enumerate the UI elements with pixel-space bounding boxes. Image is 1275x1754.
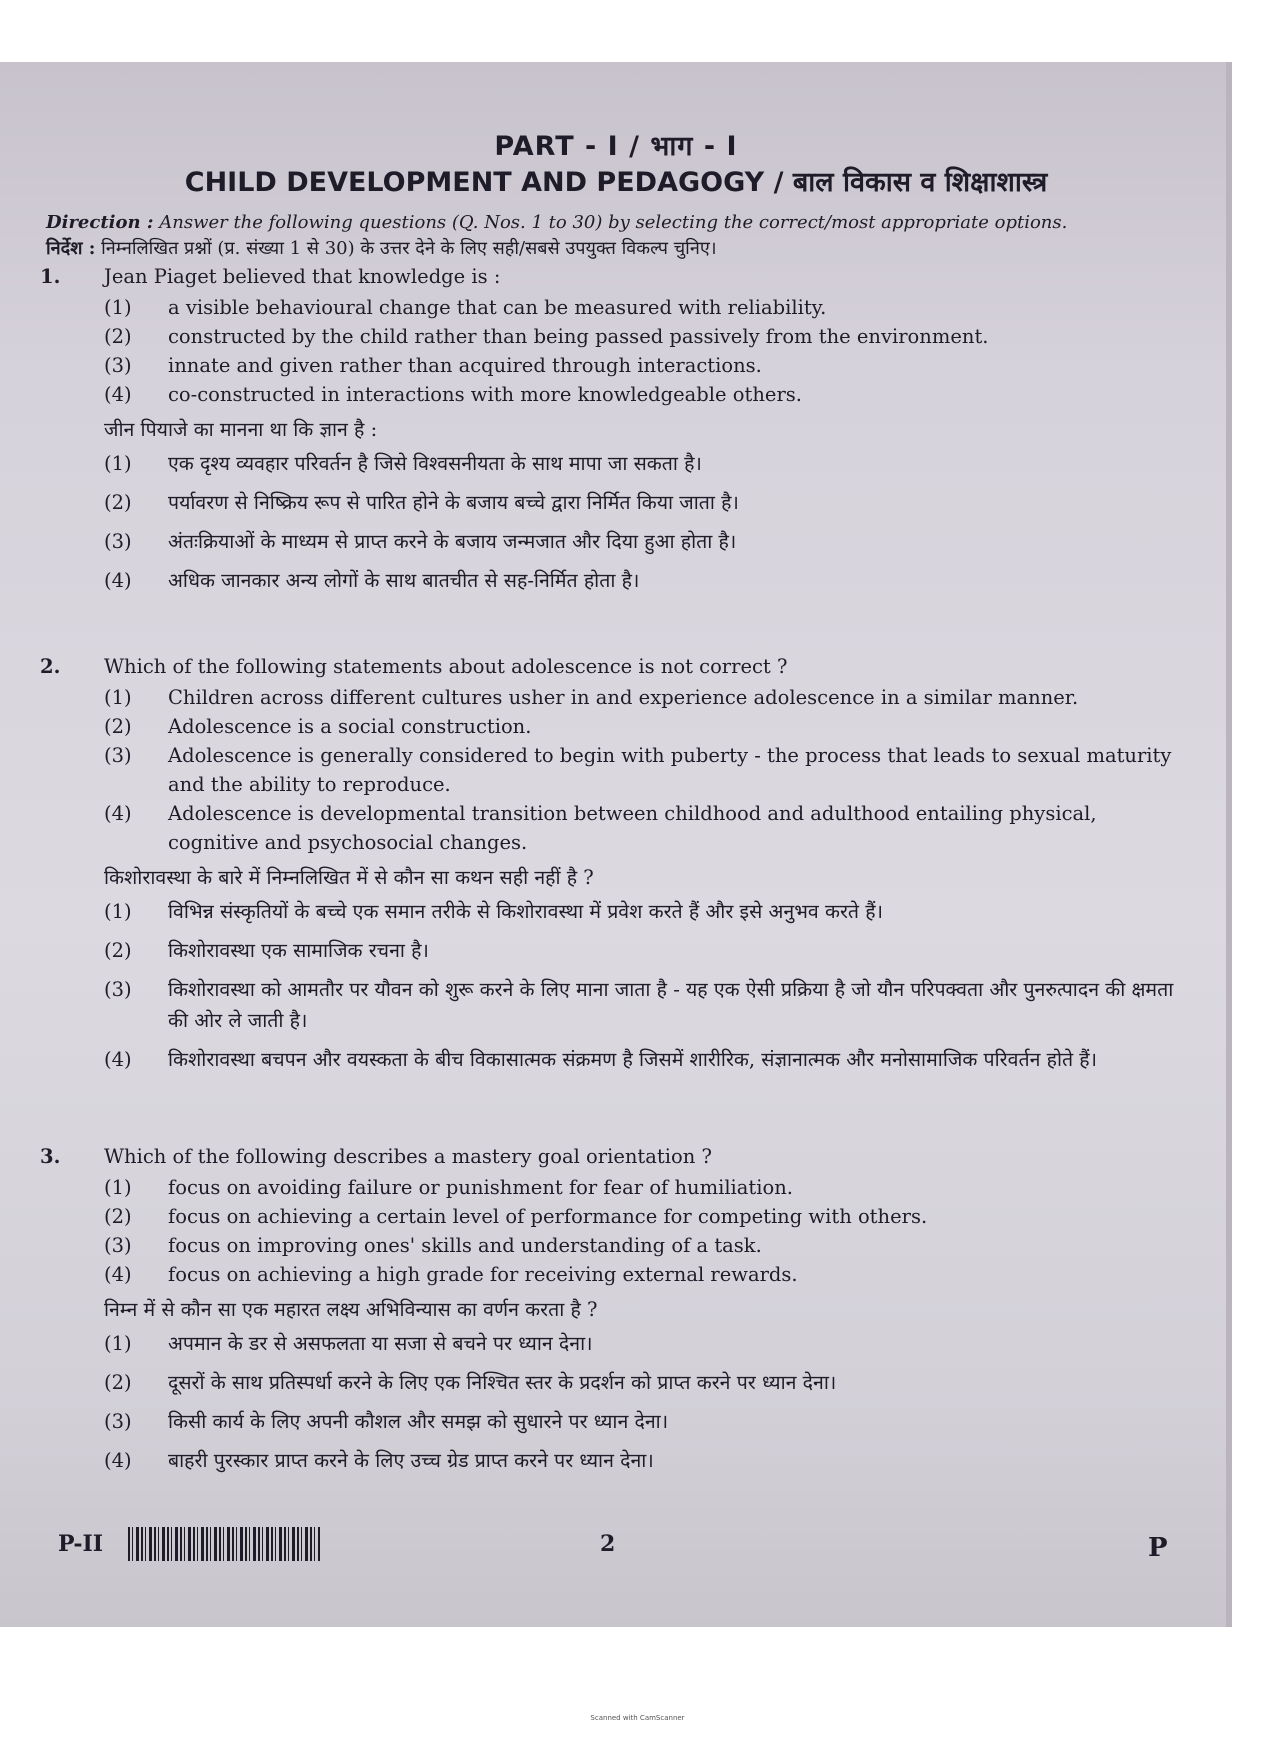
option-text: पर्यावरण से निष्क्रिय रूप से पारित होने के बजाय बच्चे द्वारा निर्मित किया जाता है।: [168, 491, 739, 514]
direction-english: [46, 210, 1196, 236]
option-number: (4): [104, 1263, 132, 1286]
option-en-3: [104, 351, 1190, 380]
option-text: innate and given rather than acquired through interactions.: [168, 354, 762, 377]
option-en-3: [104, 1231, 1190, 1260]
part-title: PART - I / भाग - I: [494, 131, 738, 162]
option-number: (2): [104, 715, 132, 738]
option-en-1: [104, 293, 1190, 322]
question-stem-hi: जीन पियाजे का मानना था कि ज्ञान है :: [104, 418, 378, 441]
question-3: [40, 1142, 1190, 1484]
option-number: (1): [104, 1332, 132, 1355]
options-en: [104, 293, 1190, 409]
option-text: बाहरी पुरस्कार प्राप्त करने के लिए उच्च ग्रेड प्राप्त करने पर ध्यान देना।: [168, 1449, 654, 1472]
page-number: 2: [600, 1531, 616, 1557]
question-2: [40, 652, 1190, 1083]
option-hi-1: [104, 1328, 1190, 1359]
option-text: focus on avoiding failure or punishment for fear of humiliation.: [168, 1176, 793, 1199]
question-stem-en: Which of the following statements about adolescence is not correct ?: [104, 655, 788, 678]
direction-hindi: [46, 236, 1196, 262]
question-number: 2.: [40, 655, 61, 678]
direction-label-hi: निर्देश :: [46, 238, 96, 259]
option-hi-3: [104, 1406, 1190, 1437]
option-en-4: [104, 380, 1190, 409]
option-text: अंतःक्रियाओं के माध्यम से प्राप्त करने के बजाय जन्मजात और दिया हुआ होता है।: [168, 530, 737, 553]
option-number: (4): [104, 383, 132, 406]
direction-block: [46, 210, 1196, 262]
options-hi: [104, 1328, 1190, 1476]
option-en-1: [104, 1173, 1190, 1202]
option-text: Adolescence is a social construction.: [168, 715, 532, 738]
option-hi-3: [104, 526, 1190, 557]
option-number: (3): [104, 744, 132, 767]
question-stem-en: Jean Piaget believed that knowledge is :: [104, 265, 501, 288]
option-hi-4: [104, 1044, 1190, 1075]
options-en: [104, 1173, 1190, 1289]
option-number: (2): [104, 325, 132, 348]
option-text: किशोरावस्था बचपन और वयस्कता के बीच विकासात्मक संक्रमण है जिसमें शारीरिक, संज्ञानात्मक और मनोसामाजिक परिवर्तन होते हैं।: [168, 1048, 1098, 1071]
option-text: दूसरों के साथ प्रतिस्पर्धा करने के लिए एक निश्चित स्तर के प्रदर्शन को प्राप्त करने पर ध्यान देना।: [168, 1371, 837, 1394]
option-hi-2: [104, 1367, 1190, 1398]
option-en-3: [104, 741, 1190, 799]
option-en-4: [104, 799, 1190, 857]
question-number: 1.: [40, 265, 61, 288]
option-text: a visible behavioural change that can be measured with reliability.: [168, 296, 827, 319]
option-number: (3): [104, 1410, 132, 1433]
option-hi-4: [104, 565, 1190, 596]
option-number: (1): [104, 686, 132, 709]
question-number: 3.: [40, 1145, 61, 1168]
option-en-1: [104, 683, 1190, 712]
option-text: विभिन्न संस्कृतियों के बच्चे एक समान तरीके से किशोरावस्था में प्रवेश करते हैं और इसे अनुभव करते हैं।: [168, 900, 883, 923]
option-text: Adolescence is generally considered to begin with puberty - the process that leads to sexual maturity and the ability to reproduce.: [168, 744, 1172, 796]
paper-code: P-II: [58, 1531, 104, 1557]
option-text: एक दृश्य व्यवहार परिवर्तन है जिसे विश्वसनीयता के साथ मापा जा सकता है।: [168, 452, 702, 475]
question-stem-en: Which of the following describes a mastery goal orientation ?: [104, 1145, 712, 1168]
option-number: (4): [104, 569, 132, 592]
option-number: (2): [104, 1371, 132, 1394]
option-text: किशोरावस्था एक सामाजिक रचना है।: [168, 939, 429, 962]
option-text: Adolescence is developmental transition between childhood and adulthood entailing physical, cognitive and psychosocial changes.: [168, 802, 1097, 854]
option-text: co-constructed in interactions with more knowledgeable others.: [168, 383, 802, 406]
option-number: (2): [104, 491, 132, 514]
option-number: (2): [104, 1205, 132, 1228]
option-text: focus on achieving a certain level of performance for competing with others.: [168, 1205, 928, 1228]
option-number: (1): [104, 900, 132, 923]
option-en-2: [104, 322, 1190, 351]
option-number: (1): [104, 1176, 132, 1199]
option-number: (3): [104, 530, 132, 553]
option-hi-2: [104, 487, 1190, 518]
option-hi-4: [104, 1445, 1190, 1476]
option-text: किसी कार्य के लिए अपनी कौशल और समझ को सुधारने पर ध्यान देना।: [168, 1410, 669, 1433]
scanner-watermark: Scanned with CamScanner: [590, 1714, 685, 1722]
option-en-2: [104, 1202, 1190, 1231]
option-hi-2: [104, 935, 1190, 966]
option-en-2: [104, 712, 1190, 741]
option-text: constructed by the child rather than being passed passively from the environment.: [168, 325, 989, 348]
option-en-4: [104, 1260, 1190, 1289]
option-number: (4): [104, 802, 132, 825]
option-number: (4): [104, 1048, 132, 1071]
question-1: [40, 262, 1190, 604]
booklet-set: P: [1148, 1533, 1168, 1563]
option-hi-3: [104, 974, 1190, 1036]
option-text: focus on achieving a high grade for receiving external rewards.: [168, 1263, 798, 1286]
option-number: (1): [104, 452, 132, 475]
option-number: (3): [104, 1234, 132, 1257]
direction-text-hi: निम्नलिखित प्रश्नों (प्र. संख्या 1 से 30) के उत्तर देने के लिए सही/सबसे उपयुक्त विकल्प चुनिए।: [101, 238, 717, 259]
option-number: (3): [104, 354, 132, 377]
option-number: (2): [104, 939, 132, 962]
option-text: अधिक जानकार अन्य लोगों के साथ बातचीत से सह-निर्मित होता है।: [168, 569, 640, 592]
question-stem-hi: किशोरावस्था के बारे में निम्नलिखित में से कौन सा कथन सही नहीं है ?: [104, 866, 594, 889]
section-title: CHILD DEVELOPMENT AND PEDAGOGY / बाल विकास व शिक्षाशास्त्र: [184, 167, 1048, 198]
direction-label-en: Direction :: [46, 212, 154, 233]
option-number: (4): [104, 1449, 132, 1472]
option-text: Children across different cultures usher in and experience adolescence in a similar manner.: [168, 686, 1079, 709]
barcode-icon: [128, 1527, 320, 1561]
options-hi: [104, 448, 1190, 596]
direction-text-en: Answer the following questions (Q. Nos. 1 to 30) by selecting the correct/most appropriate options.: [159, 212, 1068, 233]
option-number: (3): [104, 978, 132, 1001]
exam-page: [0, 62, 1232, 1627]
question-stem-hi: निम्न में से कौन सा एक महारत लक्ष्य अभिविन्यास का वर्णन करता है ?: [104, 1298, 598, 1321]
option-number: (1): [104, 296, 132, 319]
option-hi-1: [104, 896, 1190, 927]
options-hi: [104, 896, 1190, 1075]
option-text: किशोरावस्था को आमतौर पर यौवन को शुरू करने के लिए माना जाता है - यह एक ऐसी प्रक्रिया है जो यौन परिपक्वता और पुनरुत्पादन की क्षमता की ओर ले जाती है।: [168, 978, 1174, 1032]
page-footer: [0, 1525, 1232, 1565]
options-en: [104, 683, 1190, 857]
option-hi-1: [104, 448, 1190, 479]
option-text: focus on improving ones' skills and understanding of a task.: [168, 1234, 762, 1257]
option-text: अपमान के डर से असफलता या सजा से बचने पर ध्यान देना।: [168, 1332, 593, 1355]
